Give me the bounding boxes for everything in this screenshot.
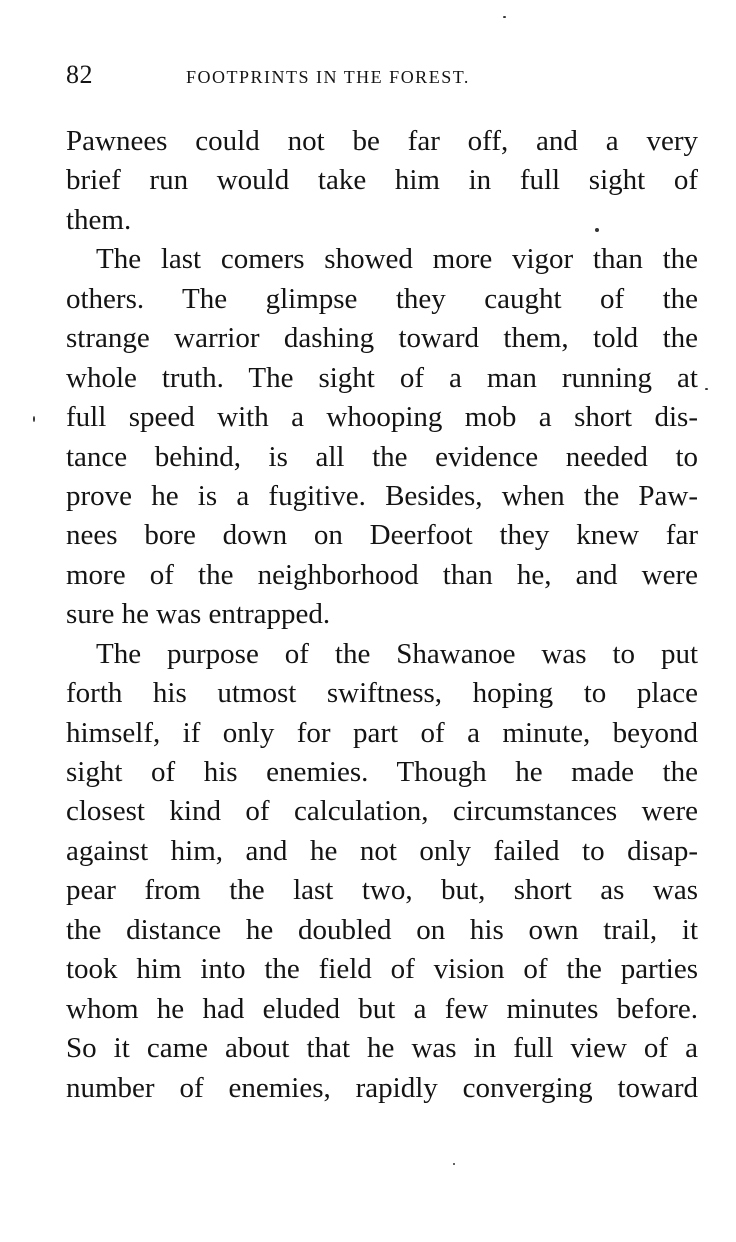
text-line: the distance he doubled on his own trail, it <box>66 913 698 946</box>
text-line: whom he had eluded but a few minutes before. <box>66 992 698 1025</box>
text-line: prove he is a fugitive. Besides, when the Paw- <box>66 479 698 512</box>
text-line: strange warrior dashing toward them, told the <box>66 322 698 355</box>
text-line: them. <box>66 203 132 236</box>
text-line: number of enemies, rapidly converging toward <box>66 1071 698 1104</box>
text-line: closest kind of calculation, circumstances were <box>66 795 698 828</box>
scan-speck <box>503 16 506 18</box>
paragraph-first-line: The last comers showed more vigor than the <box>96 243 698 276</box>
scan-speck <box>705 388 708 390</box>
text-line: himself, if only for part of a minute, beyond <box>66 716 698 749</box>
text-line: pear from the last two, but, short as was <box>66 874 698 907</box>
running-title: FOOTPRINTS IN THE FOREST. <box>186 67 470 87</box>
text-line: brief run would take him in full sight of <box>66 164 698 197</box>
text-line: took him into the field of vision of the parties <box>66 953 698 986</box>
running-head <box>66 60 698 94</box>
paragraph-first-line: The purpose of the Shawanoe was to put <box>96 637 698 670</box>
scan-speck <box>453 1163 455 1165</box>
text-line: Pawnees could not be far off, and a very <box>66 125 698 157</box>
scan-speck <box>595 228 599 232</box>
text-line: against him, and he not only failed to disap- <box>66 834 698 867</box>
text-line: So it came about that he was in full view of a <box>66 1032 698 1065</box>
text-line: sure he was entrapped. <box>66 598 331 631</box>
text-line: more of the neighborhood than he, and were <box>66 558 698 591</box>
text-line: sight of his enemies. Though he made the <box>66 756 698 788</box>
page-number: 82 <box>66 60 93 89</box>
text-line: full speed with a whooping mob a short dis- <box>66 401 698 434</box>
body-text <box>66 122 698 1108</box>
text-line: whole truth. The sight of a man running at <box>66 361 698 394</box>
text-line: tance behind, is all the evidence needed to <box>66 440 698 473</box>
text-line: nees bore down on Deerfoot they knew far <box>66 519 698 552</box>
text-line: forth his utmost swiftness, hoping to place <box>66 677 698 710</box>
text-line: others. The glimpse they caught of the <box>66 282 698 315</box>
scan-speck <box>33 416 35 422</box>
